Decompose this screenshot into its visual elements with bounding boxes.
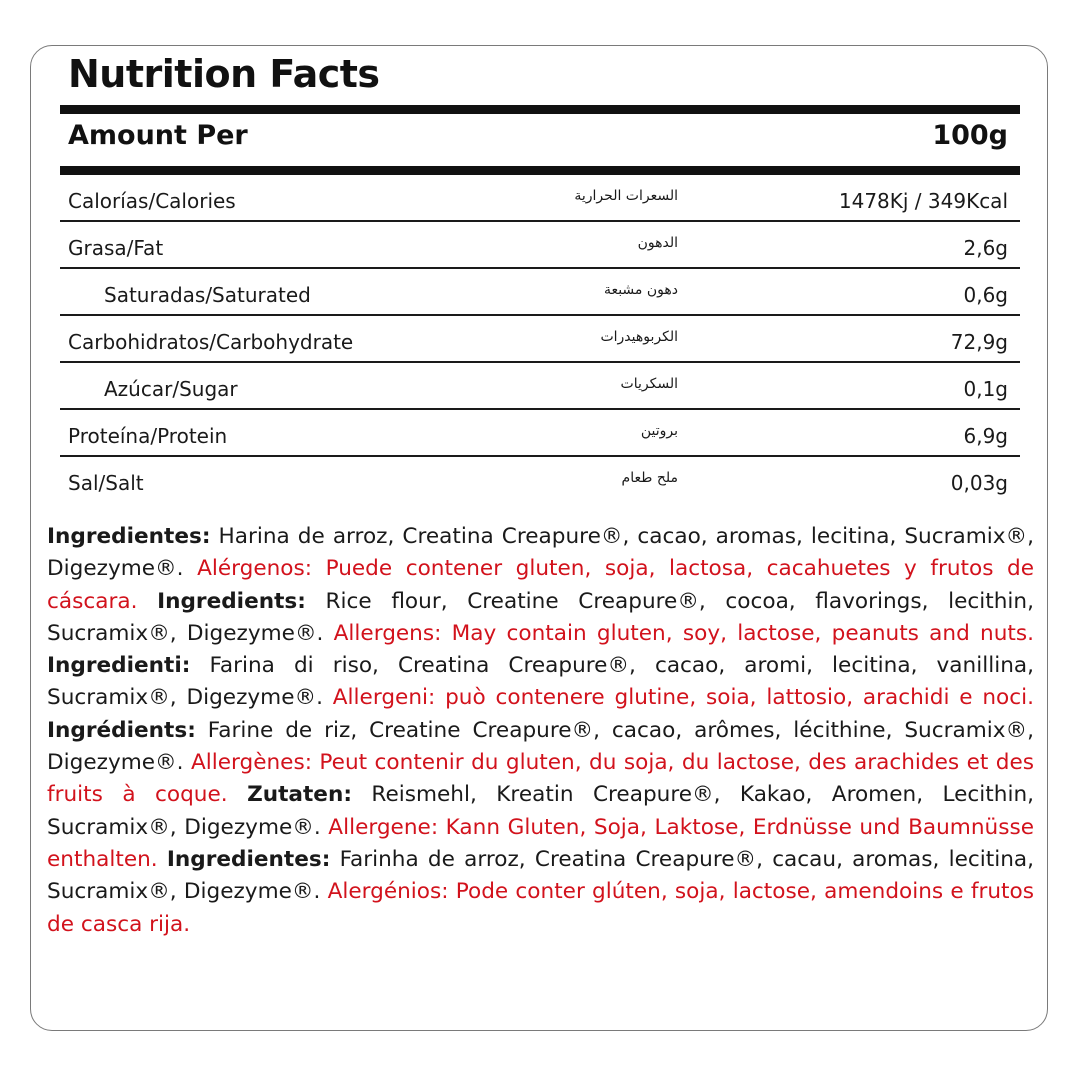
ingredients-label-es: Ingredientes:: [47, 524, 211, 549]
ingredients-label-fr: Ingrédients:: [47, 717, 196, 743]
row-value: 6,9g: [963, 424, 1008, 448]
table-row: [60, 457, 1020, 504]
row-arabic-label: الدهون: [637, 235, 678, 251]
allergens-de: Allergene: Kann Gluten, Soja, Laktose, Erdnüsse und Baumnüsse enthalten.: [47, 814, 1034, 872]
ingredients-label-en: Ingredients:: [157, 588, 306, 614]
row-value: 72,9g: [950, 330, 1008, 354]
row-label: Sal/Salt: [68, 471, 144, 495]
ingredients-list-es: Harina de arroz, Creatina Creapure®, cacao, aromas, lecitina, Sucramix®, Digezyme®.: [47, 524, 1034, 582]
table-row: [60, 222, 1020, 269]
row-value: 2,6g: [963, 236, 1008, 260]
table-row: [60, 269, 1020, 316]
row-label: Proteína/Protein: [68, 424, 228, 448]
row-value: 0,1g: [963, 377, 1008, 401]
ingredients-text: [47, 521, 1034, 941]
allergens-en: Allergens: May contain gluten, soy, lactose, peanuts and nuts.: [333, 620, 1034, 646]
table-row: [60, 363, 1020, 410]
row-arabic-label: ملح طعام: [621, 470, 678, 486]
allergens-es: Alérgenos: Puede contener gluten, soja, lactosa, cacahuetes y frutos de cáscara.: [47, 556, 1035, 614]
row-label: Azúcar/Sugar: [104, 377, 238, 401]
table-row: [60, 410, 1020, 457]
ingredients-list-it: Farina di riso, Creatina Creapure®, cacao, aromi, lecitina, vanillina, Sucramix®, Digezyme®.: [47, 653, 1034, 711]
row-value: 0,6g: [963, 283, 1008, 307]
table-row: [60, 175, 1020, 222]
amount-per-label: Amount Per: [68, 120, 248, 151]
ingredients-label-it: Ingredienti:: [47, 653, 191, 679]
row-arabic-label: بروتين: [640, 423, 678, 439]
divider-thick-top: [60, 105, 1020, 114]
allergens-it: Allergeni: può contenere glutine, soia, lattosio, arachidi e noci.: [332, 685, 1035, 711]
row-arabic-label: السعرات الحرارية: [574, 188, 678, 204]
row-label: Grasa/Fat: [68, 236, 164, 260]
row-arabic-label: دهون مشبعة: [603, 282, 678, 298]
table-row: [60, 316, 1020, 363]
ingredients-list-de: Reismehl, Kreatin Creapure®, Kakao, Aromen, Lecithin, Sucramix®, Digezyme®.: [47, 782, 1035, 840]
row-value: 1478Kj / 349Kcal: [838, 189, 1008, 213]
row-label: Calorías/Calories: [68, 189, 236, 213]
amount-per-value: 100g: [932, 120, 1008, 151]
row-label: Carbohidratos/Carbohydrate: [68, 330, 354, 354]
ingredients-list-pt: Farinha de arroz, Creatina Creapure®, cacau, aromas, lecitina, Sucramix®, Digezyme®.: [47, 846, 1034, 905]
divider-thick-middle: [60, 166, 1020, 175]
allergens-fr: Allergènes: Peut contenir du gluten, du soja, du lactose, des arachides et des fruits à coque.: [47, 750, 1034, 808]
row-arabic-label: السكريات: [620, 376, 678, 392]
row-value: 0,03g: [950, 471, 1008, 495]
ingredients-list-en: Rice flour, Creatine Creapure®, cocoa, flavorings, lecithin, Sucramix®, Digezyme®.: [47, 588, 1034, 646]
allergens-pt: Alergénios: Pode conter glúten, soja, lactose, amendoins e frutos de casca rija.: [47, 879, 1034, 937]
ingredients-label-de: Zutaten:: [247, 782, 352, 808]
row-label: Saturadas/Saturated: [104, 283, 311, 307]
row-arabic-label: الكربوهيدرات: [600, 329, 678, 345]
page-title: Nutrition Facts: [68, 52, 380, 96]
nutrition-table: [60, 175, 1020, 504]
ingredients-list-fr: Farine de riz, Creatine Creapure®, cacao, arômes, lécithine, Sucramix®, Digezyme®.: [47, 717, 1034, 776]
ingredients-label-pt: Ingredientes:: [166, 846, 331, 872]
